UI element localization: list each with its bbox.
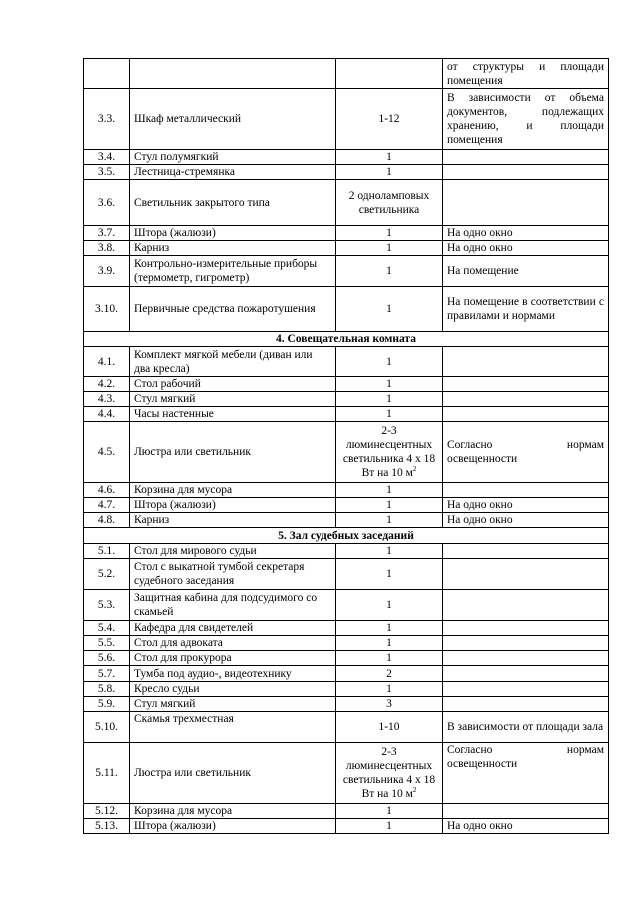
item-name: Стол для адвоката (130, 636, 336, 651)
section-title: 5. Зал судебных заседаний (84, 528, 609, 544)
table-row (84, 165, 609, 180)
quantity-superscript: 2 (412, 786, 417, 795)
item-quantity: 3 (336, 697, 443, 712)
item-name: Стол для прокурора (130, 651, 336, 666)
item-name: Люстра или светильник (130, 422, 336, 483)
item-note (443, 636, 609, 651)
item-name (130, 59, 336, 89)
item-name: Карниз (130, 513, 336, 528)
table-row (84, 651, 609, 666)
table-row (84, 241, 609, 256)
item-quantity (336, 422, 443, 483)
item-name: Штора (жалюзи) (130, 226, 336, 241)
section-title: 4. Совещательная комната (84, 332, 609, 347)
item-quantity: 1 (336, 241, 443, 256)
item-note: На одно окно (443, 819, 609, 834)
table-row (84, 347, 609, 377)
item-quantity: 1 (336, 287, 443, 332)
item-number: 4.7. (84, 498, 130, 513)
item-name: Кафедра для свидетелей (130, 621, 336, 636)
table-row (84, 697, 609, 712)
item-number: 4.1. (84, 347, 130, 377)
item-name: Шкаф металлический (130, 89, 336, 150)
item-note (443, 544, 609, 559)
item-number: 4.5. (84, 422, 130, 483)
item-name: Стул мягкий (130, 392, 336, 407)
table-row (84, 422, 609, 483)
table-row (84, 743, 609, 804)
item-name: Штора (жалюзи) (130, 819, 336, 834)
quantity-superscript: 2 (412, 465, 417, 474)
item-note (443, 392, 609, 407)
item-number (84, 59, 130, 89)
item-note: На одно окно (443, 226, 609, 241)
item-number: 3.9. (84, 256, 130, 287)
item-name: Светильник закрытого типа (130, 180, 336, 226)
item-note (443, 682, 609, 697)
item-number: 5.8. (84, 682, 130, 697)
table-row (84, 621, 609, 636)
item-note: На помещение в соответствии с правилами и нормами (443, 287, 609, 332)
item-number: 4.6. (84, 483, 130, 498)
item-quantity: 1 (336, 682, 443, 697)
table-row (84, 392, 609, 407)
item-name: Стол для мирового судьи (130, 544, 336, 559)
item-number: 3.4. (84, 150, 130, 165)
item-quantity: 1 (336, 483, 443, 498)
item-number: 5.10. (84, 712, 130, 743)
item-quantity: 1 (336, 804, 443, 819)
item-quantity: 1 (336, 498, 443, 513)
table-row (84, 513, 609, 528)
table-row (84, 226, 609, 241)
item-number: 5.1. (84, 544, 130, 559)
item-note: На одно окно (443, 498, 609, 513)
item-quantity: 1 (336, 392, 443, 407)
item-quantity: 1 (336, 559, 443, 590)
table-row (84, 804, 609, 819)
item-note (443, 180, 609, 226)
item-number: 5.3. (84, 590, 130, 621)
table-row (84, 590, 609, 621)
item-quantity: 1-10 (336, 712, 443, 743)
item-quantity: 1-12 (336, 89, 443, 150)
section-header-row (84, 528, 609, 544)
item-number: 5.11. (84, 743, 130, 804)
quantity-text: 2-3 люминесцентных светильника 4 х 18 Вт на 10 м (342, 425, 436, 479)
item-note (443, 377, 609, 392)
item-name: Тумба под аудио-, видеотехнику (130, 666, 336, 682)
item-note (443, 804, 609, 819)
item-number: 3.5. (84, 165, 130, 180)
table-row (84, 712, 609, 743)
item-quantity: 1 (336, 636, 443, 651)
item-name: Защитная кабина для подсудимого со скамьей (130, 590, 336, 621)
table-row (84, 407, 609, 422)
item-note: На помещение (443, 256, 609, 287)
item-name: Стол с выкатной тумбой секретаря судебного заседания (130, 559, 336, 590)
table-row (84, 682, 609, 697)
table-row (84, 256, 609, 287)
item-note: На одно окно (443, 241, 609, 256)
item-name: Стул полумягкий (130, 150, 336, 165)
item-name: Первичные средства пожаротушения (130, 287, 336, 332)
item-quantity: 1 (336, 347, 443, 377)
table-row (84, 666, 609, 682)
table-row (84, 180, 609, 226)
item-note (443, 150, 609, 165)
item-quantity: 1 (336, 544, 443, 559)
table-row (84, 483, 609, 498)
item-number: 5.7. (84, 666, 130, 682)
item-note (443, 590, 609, 621)
item-name: Комплект мягкой мебели (диван или два кресла) (130, 347, 336, 377)
table-row (84, 636, 609, 651)
item-note (443, 347, 609, 377)
item-note (443, 697, 609, 712)
table-row (84, 377, 609, 392)
item-note: На одно окно (443, 513, 609, 528)
item-name: Карниз (130, 241, 336, 256)
equipment-table-body (84, 59, 609, 834)
item-quantity: 1 (336, 256, 443, 287)
item-number: 4.3. (84, 392, 130, 407)
item-note (443, 666, 609, 682)
item-name: Кресло судьи (130, 682, 336, 697)
item-note: В зависимости от площади зала (443, 712, 609, 743)
item-note (443, 483, 609, 498)
item-number: 5.2. (84, 559, 130, 590)
item-number: 5.13. (84, 819, 130, 834)
item-name: Скамья трехместная (130, 712, 336, 743)
item-number: 5.9. (84, 697, 130, 712)
table-row (84, 498, 609, 513)
item-number: 4.2. (84, 377, 130, 392)
item-quantity: 1 (336, 590, 443, 621)
item-number: 3.6. (84, 180, 130, 226)
table-row (84, 559, 609, 590)
item-note: Согласно нормам освещенности (443, 743, 609, 804)
item-number: 4.4. (84, 407, 130, 422)
table-row (84, 287, 609, 332)
item-name: Люстра или светильник (130, 743, 336, 804)
item-quantity: 2 (336, 666, 443, 682)
table-row (84, 150, 609, 165)
item-number: 5.6. (84, 651, 130, 666)
table-row (84, 544, 609, 559)
item-number: 3.10. (84, 287, 130, 332)
item-number: 5.12. (84, 804, 130, 819)
item-name: Лестница-стремянка (130, 165, 336, 180)
item-number: 5.4. (84, 621, 130, 636)
item-name: Часы настенные (130, 407, 336, 422)
item-note (443, 621, 609, 636)
item-quantity: 1 (336, 165, 443, 180)
item-quantity: 1 (336, 819, 443, 834)
item-quantity: 1 (336, 621, 443, 636)
item-name: Корзина для мусора (130, 804, 336, 819)
item-quantity: 1 (336, 150, 443, 165)
item-number: 3.8. (84, 241, 130, 256)
item-quantity: 1 (336, 377, 443, 392)
item-name: Штора (жалюзи) (130, 498, 336, 513)
item-note: от структуры и площади помещения (443, 59, 609, 89)
item-note: В зависимости от объема документов, подлежащих хранению, и площади помещения (443, 89, 609, 150)
item-quantity: 1 (336, 407, 443, 422)
item-name: Стул мягкий (130, 697, 336, 712)
item-number: 3.3. (84, 89, 130, 150)
table-row (84, 819, 609, 834)
equipment-table (83, 58, 609, 834)
item-quantity (336, 59, 443, 89)
document-page (83, 58, 608, 834)
item-note (443, 407, 609, 422)
item-number: 4.8. (84, 513, 130, 528)
table-row (84, 89, 609, 150)
item-quantity (336, 743, 443, 804)
item-quantity: 2 одноламповых светильника (336, 180, 443, 226)
item-quantity: 1 (336, 513, 443, 528)
item-note: Согласно нормам освещенности (443, 422, 609, 483)
item-quantity: 1 (336, 651, 443, 666)
item-note (443, 559, 609, 590)
section-header-row (84, 332, 609, 347)
item-number: 3.7. (84, 226, 130, 241)
item-name: Контрольно-измерительные приборы (термометр, гигрометр) (130, 256, 336, 287)
item-quantity: 1 (336, 226, 443, 241)
quantity-text: 2-3 люминесцентных светильника 4 х 18 Вт на 10 м (342, 746, 436, 800)
item-number: 5.5. (84, 636, 130, 651)
item-note (443, 651, 609, 666)
item-name: Стол рабочий (130, 377, 336, 392)
item-note (443, 165, 609, 180)
item-name: Корзина для мусора (130, 483, 336, 498)
table-row (84, 59, 609, 89)
